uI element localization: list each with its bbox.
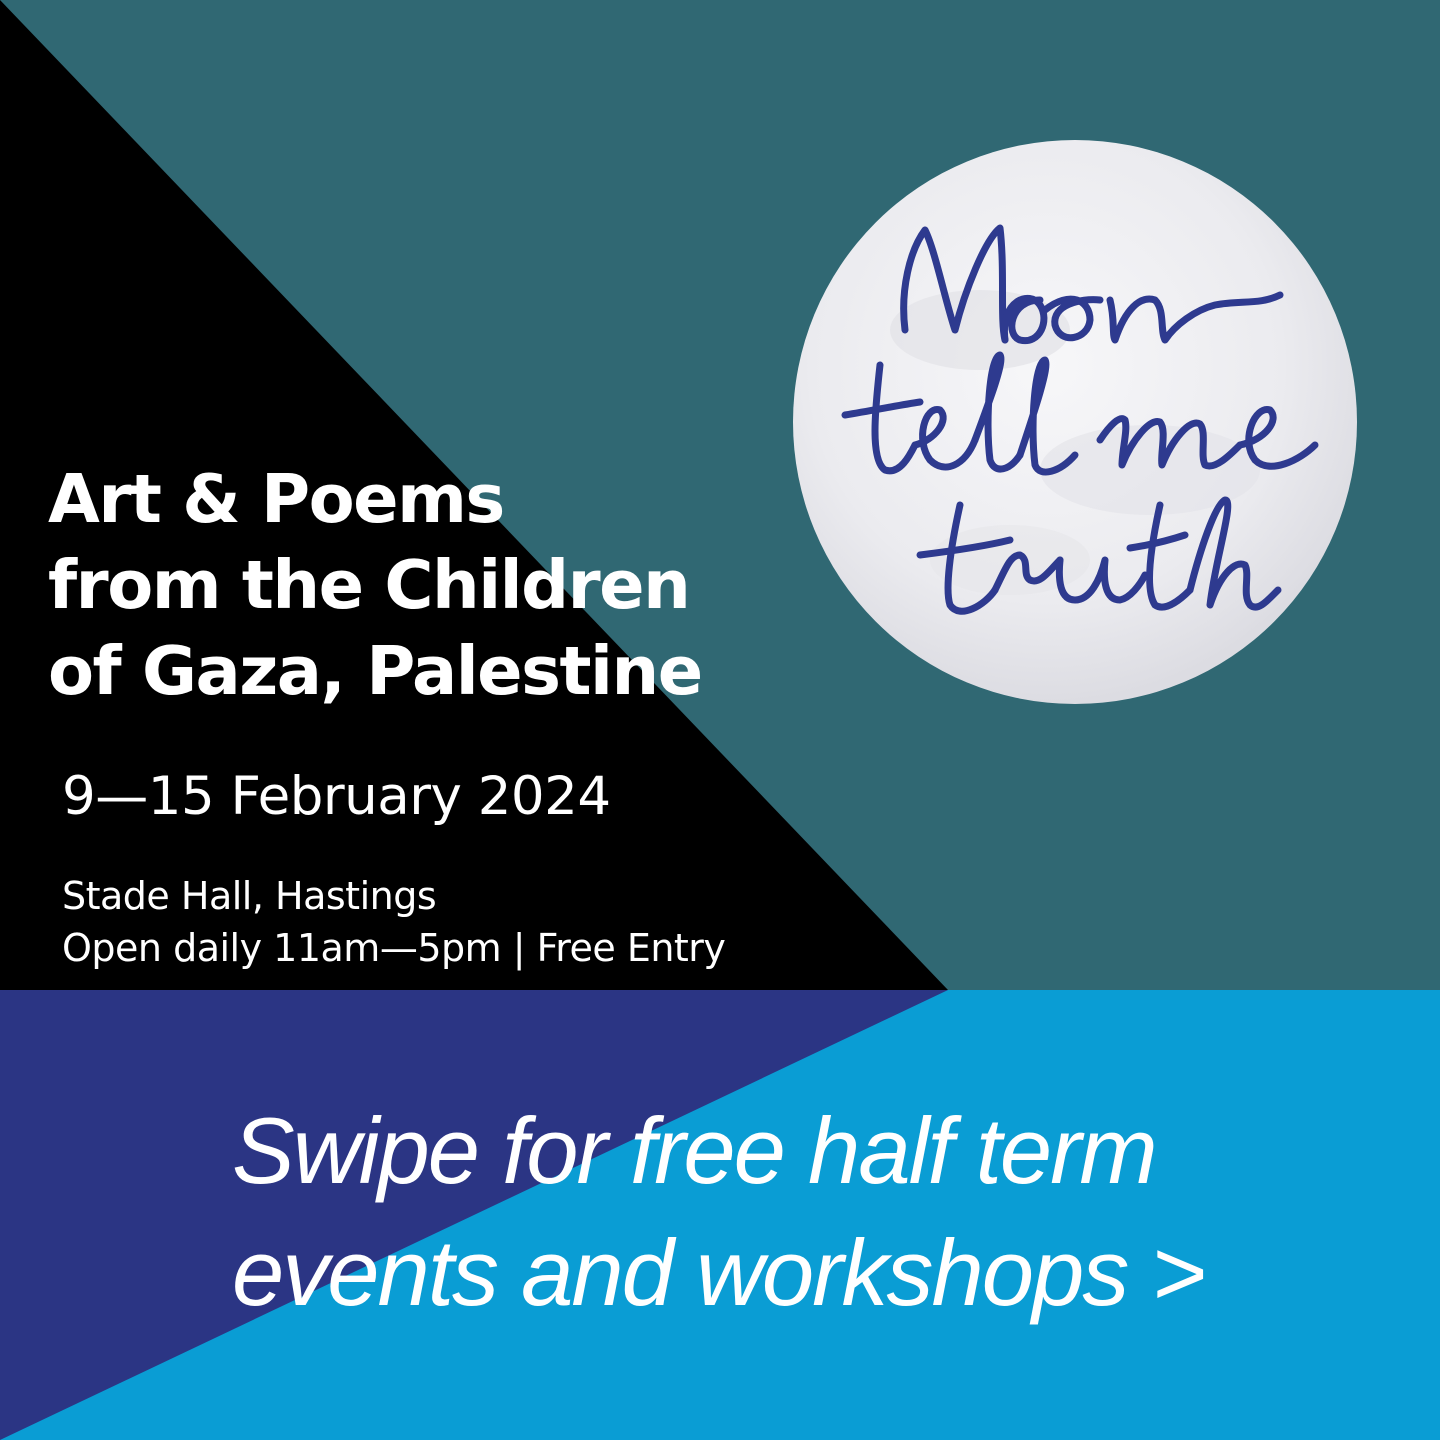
exhibition-title (48, 456, 828, 714)
title-line-1: Art & Poems (48, 460, 504, 538)
opening-hours: Open daily 11am—5pm | Free Entry (62, 926, 726, 970)
title-line-3: of Gaza, Palestine (48, 632, 702, 710)
swipe-line-2: events and workshops > (232, 1220, 1205, 1325)
swipe-call-to-action (232, 1090, 1204, 1334)
venue-location: Stade Hall, Hastings (62, 874, 437, 918)
exhibition-dates: 9—15 February 2024 (62, 766, 611, 827)
moon-logo (793, 140, 1357, 704)
title-line-2: from the Children (48, 546, 690, 624)
venue-details (62, 870, 725, 974)
swipe-line-1: Swipe for free half term (232, 1098, 1156, 1203)
